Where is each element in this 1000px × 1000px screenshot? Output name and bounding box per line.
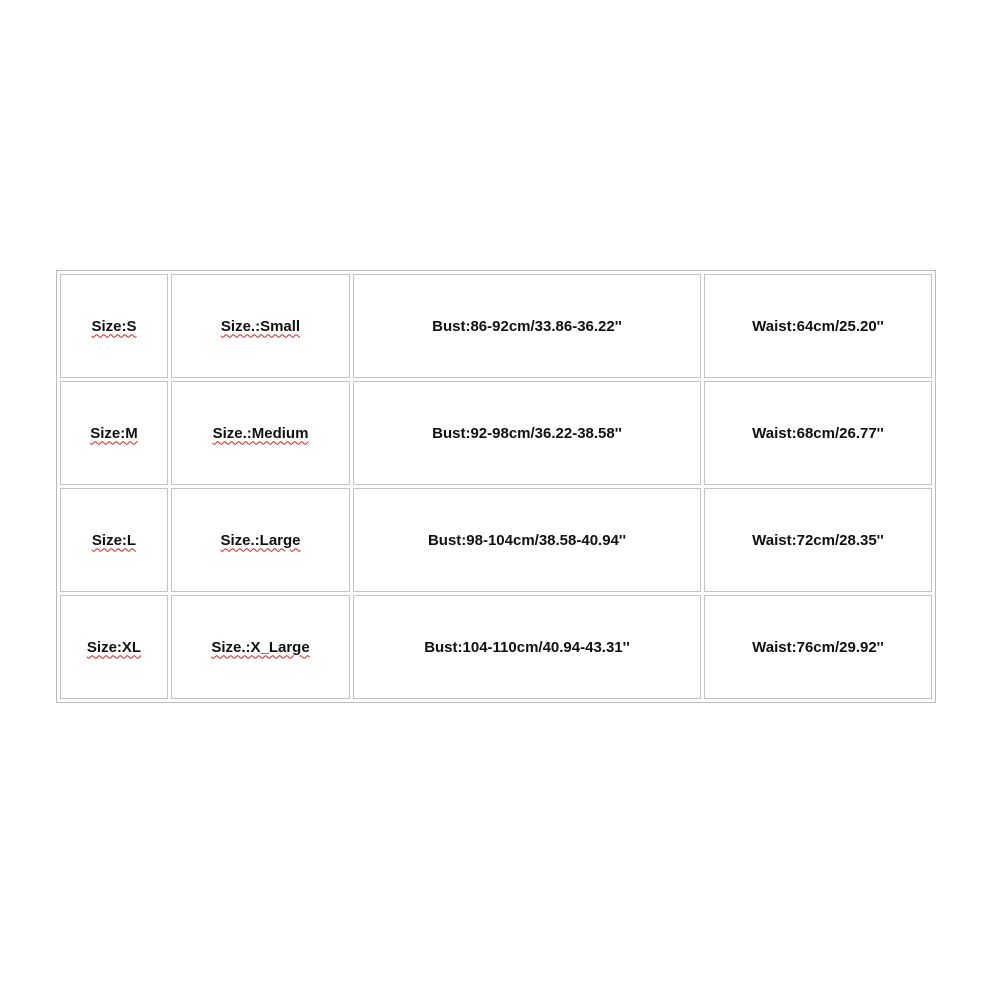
table-row	[60, 381, 932, 485]
size-name: Size.:Small	[220, 317, 301, 335]
table-row	[60, 488, 932, 592]
size-code-cell	[60, 274, 168, 378]
bust-cell	[353, 274, 701, 378]
size-name: Size.:Medium	[212, 424, 309, 442]
waist-cell	[704, 381, 932, 485]
size-code-cell	[60, 595, 168, 699]
size-name: Size.:X_Large	[211, 638, 310, 656]
bust-cell	[353, 381, 701, 485]
waist-measurement: Waist:64cm/25.20''	[752, 317, 884, 335]
size-code-cell	[60, 488, 168, 592]
bust-measurement: Bust:86-92cm/33.86-36.22''	[432, 317, 622, 335]
size-chart-table	[56, 270, 936, 703]
size-code-cell	[60, 381, 168, 485]
bust-cell	[353, 595, 701, 699]
size-code: Size:S	[91, 317, 137, 335]
size-code: Size:XL	[86, 638, 142, 656]
size-code: Size:L	[91, 531, 137, 549]
bust-measurement: Bust:92-98cm/36.22-38.58''	[432, 424, 622, 442]
bust-measurement: Bust:98-104cm/38.58-40.94''	[427, 531, 627, 549]
size-name-cell	[171, 381, 350, 485]
waist-measurement: Waist:68cm/26.77''	[752, 424, 884, 442]
waist-measurement: Waist:72cm/28.35''	[752, 531, 884, 549]
size-name-cell	[171, 274, 350, 378]
table-row	[60, 274, 932, 378]
size-name: Size.:Large	[220, 531, 301, 549]
bust-cell	[353, 488, 701, 592]
size-name-cell	[171, 488, 350, 592]
size-code: Size:M	[90, 424, 138, 442]
table-row	[60, 595, 932, 699]
waist-cell	[704, 595, 932, 699]
size-name-cell	[171, 595, 350, 699]
waist-cell	[704, 274, 932, 378]
waist-measurement: Waist:76cm/29.92''	[752, 638, 884, 656]
waist-cell	[704, 488, 932, 592]
bust-measurement: Bust:104-110cm/40.94-43.31''	[424, 638, 630, 656]
